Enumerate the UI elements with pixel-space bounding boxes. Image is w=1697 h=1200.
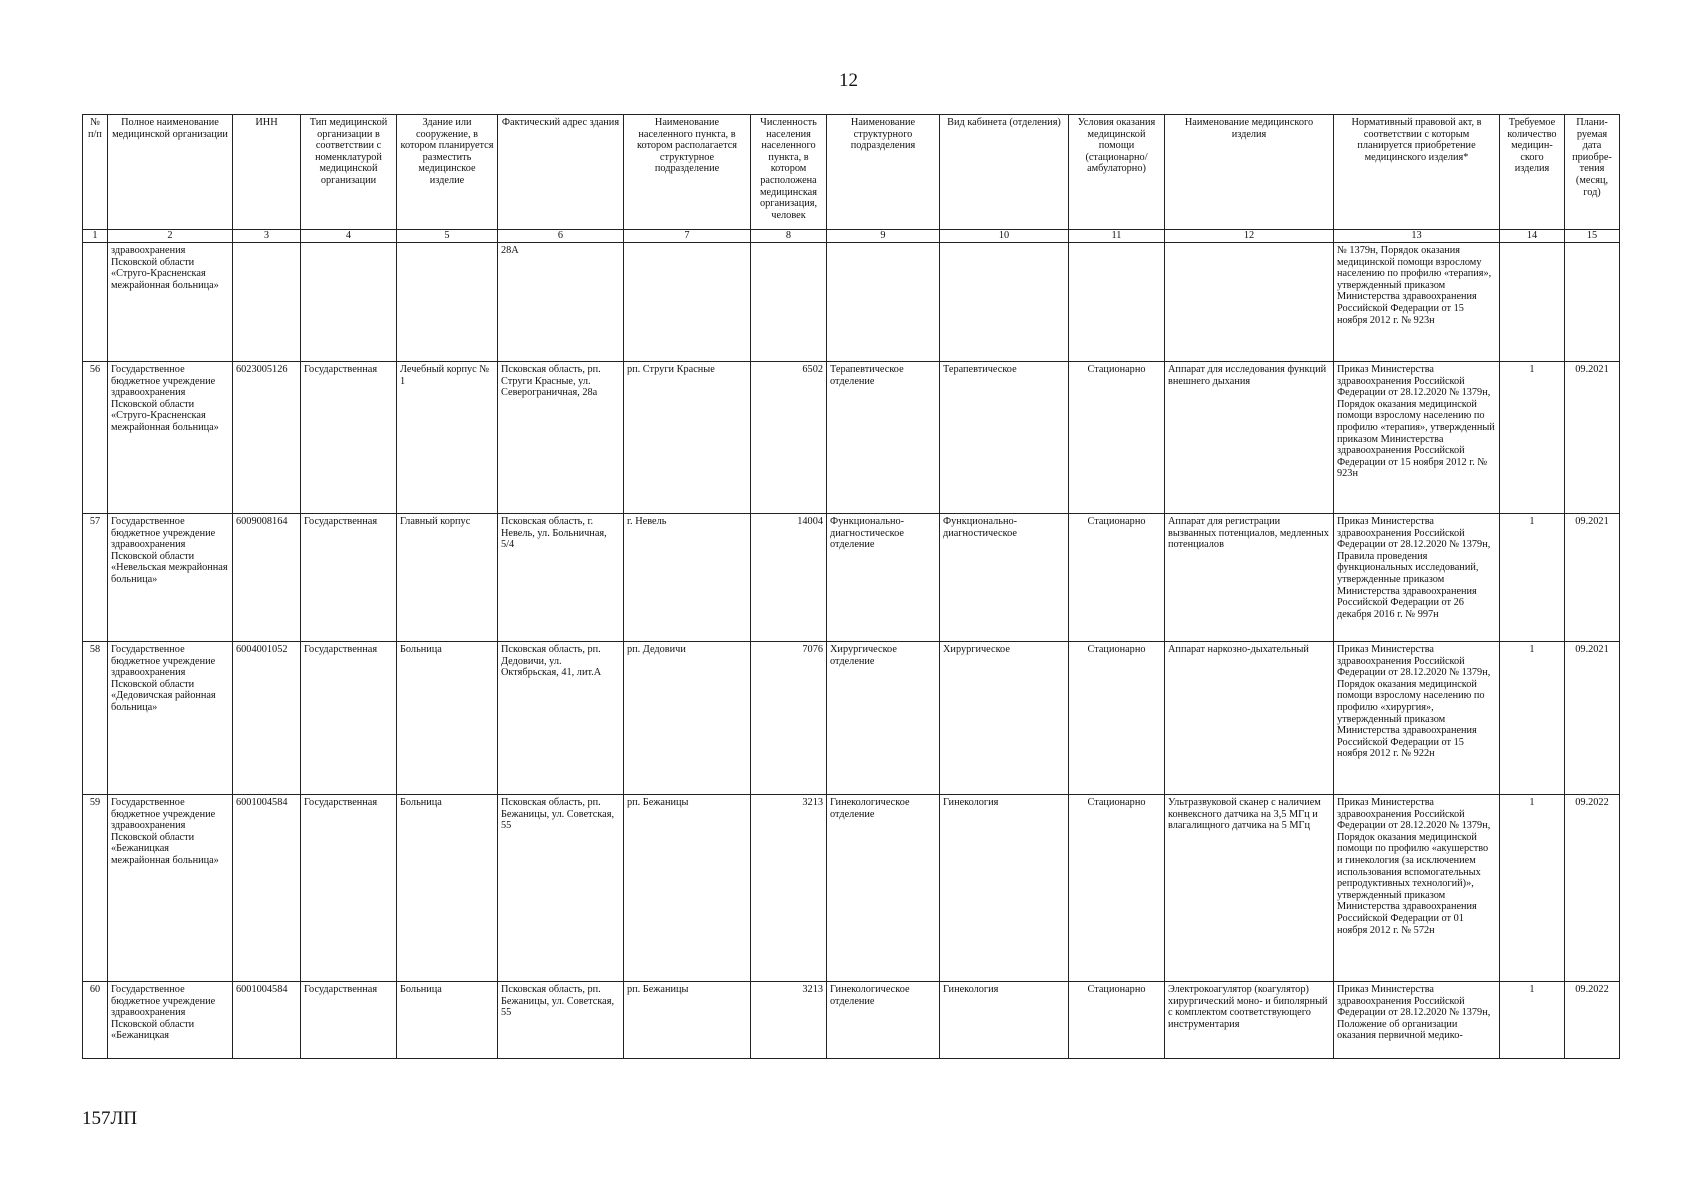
- address: Псковская область, рп. Бежаницы, ул. Советская, 55: [498, 795, 624, 982]
- org-type: Государственная: [301, 642, 397, 795]
- address: Псковская область, рп. Бежаницы, ул. Советская, 55: [498, 982, 624, 1059]
- column-number: 5: [397, 230, 498, 243]
- column-number: 7: [624, 230, 751, 243]
- planned-date: 09.2021: [1565, 642, 1620, 795]
- header-cell: Тип медицинской организации в соответствии с номенклатурой медицинской организации: [301, 115, 397, 230]
- device: Аппарат для исследования функций внешнего дыхания: [1165, 362, 1334, 514]
- column-number: 10: [940, 230, 1069, 243]
- legal-act: Приказ Министерства здравоохранения Российской Федерации от 28.12.2020 № 1379н, Порядок оказания медицинской помощи взрослому населению по профилю «хирургия», утвержденный приказом Министерства здравоохранения Российской Федерации от 15 ноября 2012 г. № 922н: [1334, 642, 1500, 795]
- org-name: здравоохранения Псковской области «Струго-Красненская межрайонная больница»: [108, 243, 233, 362]
- conditions: [1069, 243, 1165, 362]
- conditions: Стационарно: [1069, 514, 1165, 642]
- population: 7076: [751, 642, 827, 795]
- inn: 6004001052: [233, 642, 301, 795]
- column-number: 13: [1334, 230, 1500, 243]
- header-cell: Нормативный правовой акт, в соответствии с которым планируется приобретение медицинского изделия*: [1334, 115, 1500, 230]
- device: Аппарат наркозно-дыхательный: [1165, 642, 1334, 795]
- table-row: [83, 362, 1620, 514]
- table-row: [83, 243, 1620, 362]
- legal-act: Приказ Министерства здравоохранения Российской Федерации от 28.12.2020 № 1379н, Порядок оказания медицинской помощи по профилю «акушерство и гинекология (за исключением использования вспомогательных репродуктивных технологий)», утвержденный приказом Министерства здравоохранения Российской Федерации от 01 ноября 2012 г. № 572н: [1334, 795, 1500, 982]
- equipment-table: [82, 114, 1620, 1059]
- building: Больница: [397, 795, 498, 982]
- column-number: 14: [1500, 230, 1565, 243]
- table-row: [83, 642, 1620, 795]
- population: 3213: [751, 982, 827, 1059]
- table-row: [83, 982, 1620, 1059]
- address: Псковская область, рп. Дедовичи, ул. Октябрьская, 41, лит.А: [498, 642, 624, 795]
- column-number: 2: [108, 230, 233, 243]
- header-cell: Требуемое количество медицин-ского изделия: [1500, 115, 1565, 230]
- building: [397, 243, 498, 362]
- org-name: Государственное бюджетное учреждение здравоохранения Псковской области «Бежаницкая: [108, 982, 233, 1059]
- building: Больница: [397, 982, 498, 1059]
- inn: [233, 243, 301, 362]
- unit: Гинекологическое отделение: [827, 795, 940, 982]
- org-name: Государственное бюджетное учреждение здравоохранения Псковской области «Струго-Красненская межрайонная больница»: [108, 362, 233, 514]
- column-number-row: [83, 230, 1620, 243]
- row-number: 59: [83, 795, 108, 982]
- conditions: Стационарно: [1069, 362, 1165, 514]
- table-row: [83, 514, 1620, 642]
- address: Псковская область, рп. Струги Красные, ул. Северограничная, 28а: [498, 362, 624, 514]
- locality: г. Невель: [624, 514, 751, 642]
- planned-date: 09.2021: [1565, 514, 1620, 642]
- header-row: [83, 115, 1620, 230]
- building: Лечебный корпус № 1: [397, 362, 498, 514]
- column-number: 12: [1165, 230, 1334, 243]
- org-type: [301, 243, 397, 362]
- header-cell: Фактический адрес здания: [498, 115, 624, 230]
- quantity: [1500, 243, 1565, 362]
- unit: Гинекологическое отделение: [827, 982, 940, 1059]
- unit: Терапевтическое отделение: [827, 362, 940, 514]
- population: 3213: [751, 795, 827, 982]
- locality: рп. Бежаницы: [624, 795, 751, 982]
- legal-act: Приказ Министерства здравоохранения Российской Федерации от 28.12.2020 № 1379н, Порядок оказания медицинской помощи взрослому населению по профилю «терапия», утвержденный приказом Министерства здравоохранения Российской Федерации от 15 ноября 2012 г. № 923н: [1334, 362, 1500, 514]
- cabinet: Терапевтическое: [940, 362, 1069, 514]
- header-cell: Наименование населенного пункта, в котором располагается структурное подразделение: [624, 115, 751, 230]
- planned-date: [1565, 243, 1620, 362]
- inn: 6009008164: [233, 514, 301, 642]
- conditions: Стационарно: [1069, 642, 1165, 795]
- column-number: 9: [827, 230, 940, 243]
- quantity: 1: [1500, 795, 1565, 982]
- unit: Хирургическое отделение: [827, 642, 940, 795]
- column-number: 6: [498, 230, 624, 243]
- page-number: 12: [839, 70, 858, 91]
- unit: [827, 243, 940, 362]
- header-cell: Плани-руемая дата приобре-тения (месяц, год): [1565, 115, 1620, 230]
- locality: рп. Струги Красные: [624, 362, 751, 514]
- column-number: 11: [1069, 230, 1165, 243]
- conditions: Стационарно: [1069, 795, 1165, 982]
- planned-date: 09.2022: [1565, 982, 1620, 1059]
- row-number: 56: [83, 362, 108, 514]
- locality: рп. Дедовичи: [624, 642, 751, 795]
- device: Электрокоагулятор (коагулятор) хирургический моно- и биполярный с комплектом соответствующего инструментария: [1165, 982, 1334, 1059]
- cabinet: Функционально-диагностическое: [940, 514, 1069, 642]
- legal-act: № 1379н, Порядок оказания медицинской помощи взрослому населению по профилю «терапия», утвержденный приказом Министерства здравоохранения Российской Федерации от 15 ноября 2012 г. № 923н: [1334, 243, 1500, 362]
- column-number: 8: [751, 230, 827, 243]
- org-name: Государственное бюджетное учреждение здравоохранения Псковской области «Бежаницкая межрайонная больница»: [108, 795, 233, 982]
- cabinet: [940, 243, 1069, 362]
- building: Главный корпус: [397, 514, 498, 642]
- device: Ультразвуковой сканер с наличием конвексного датчика на 3,5 МГц и влагалищного датчика на 5 МГц: [1165, 795, 1334, 982]
- header-cell: Вид кабинета (отделения): [940, 115, 1069, 230]
- org-name: Государственное бюджетное учреждение здравоохранения Псковской области «Невельская межрайонная больница»: [108, 514, 233, 642]
- unit: Функционально-диагностическое отделение: [827, 514, 940, 642]
- planned-date: 09.2022: [1565, 795, 1620, 982]
- quantity: 1: [1500, 362, 1565, 514]
- column-number: 4: [301, 230, 397, 243]
- locality: [624, 243, 751, 362]
- header-cell: № п/п: [83, 115, 108, 230]
- header-cell: Наименование структурного подразделения: [827, 115, 940, 230]
- address: 28А: [498, 243, 624, 362]
- quantity: 1: [1500, 514, 1565, 642]
- org-type: Государственная: [301, 514, 397, 642]
- inn: 6001004584: [233, 795, 301, 982]
- org-type: Государственная: [301, 362, 397, 514]
- address: Псковская область, г. Невель, ул. Больничная, 5/4: [498, 514, 624, 642]
- org-name: Государственное бюджетное учреждение здравоохранения Псковской области «Дедовичская районная больница»: [108, 642, 233, 795]
- device: [1165, 243, 1334, 362]
- population: 14004: [751, 514, 827, 642]
- device: Аппарат для регистрации вызванных потенциалов, медленных потенциалов: [1165, 514, 1334, 642]
- locality: рп. Бежаницы: [624, 982, 751, 1059]
- planned-date: 09.2021: [1565, 362, 1620, 514]
- inn: 6023005126: [233, 362, 301, 514]
- row-number: 57: [83, 514, 108, 642]
- header-cell: Здание или сооружение, в котором планируется разместить медицинское изделие: [397, 115, 498, 230]
- header-cell: ИНН: [233, 115, 301, 230]
- building: Больница: [397, 642, 498, 795]
- cabinet: Хирургическое: [940, 642, 1069, 795]
- row-number: [83, 243, 108, 362]
- cabinet: Гинекология: [940, 795, 1069, 982]
- conditions: Стационарно: [1069, 982, 1165, 1059]
- header-cell: Полное наименование медицинской организации: [108, 115, 233, 230]
- inn: 6001004584: [233, 982, 301, 1059]
- population: [751, 243, 827, 362]
- column-number: 15: [1565, 230, 1620, 243]
- column-number: 3: [233, 230, 301, 243]
- document-code: 157ЛП: [82, 1108, 138, 1129]
- column-number: 1: [83, 230, 108, 243]
- quantity: 1: [1500, 642, 1565, 795]
- population: 6502: [751, 362, 827, 514]
- table-row: [83, 795, 1620, 982]
- cabinet: Гинекология: [940, 982, 1069, 1059]
- legal-act: Приказ Министерства здравоохранения Российской Федерации от 28.12.2020 № 1379н, Положение об организации оказания первичной медико-: [1334, 982, 1500, 1059]
- row-number: 58: [83, 642, 108, 795]
- legal-act: Приказ Министерства здравоохранения Российской Федерации от 28.12.2020 № 1379н, Правила проведения функциональных исследований, утвержденные приказом Министерства здравоохранения Российской Федерации от 26 декабря 2016 г. № 997н: [1334, 514, 1500, 642]
- header-cell: Условия оказания медицинской помощи (стационарно/ амбулаторно): [1069, 115, 1165, 230]
- row-number: 60: [83, 982, 108, 1059]
- header-cell: Численность населения населенного пункта, в котором расположена медицинская организация, человек: [751, 115, 827, 230]
- quantity: 1: [1500, 982, 1565, 1059]
- org-type: Государственная: [301, 795, 397, 982]
- org-type: Государственная: [301, 982, 397, 1059]
- header-cell: Наименование медицинского изделия: [1165, 115, 1334, 230]
